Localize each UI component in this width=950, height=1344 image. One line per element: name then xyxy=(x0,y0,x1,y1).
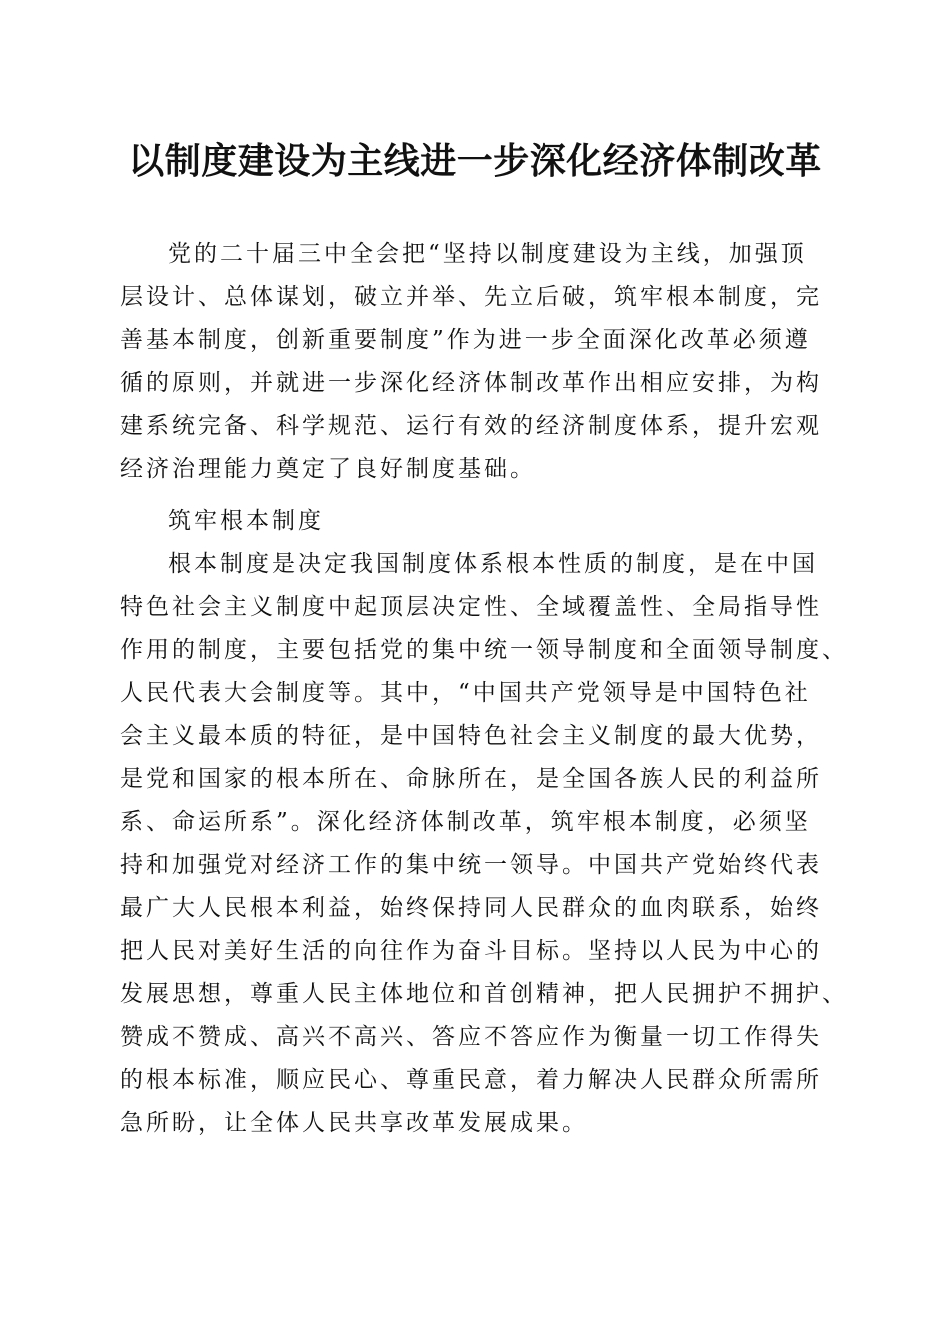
text-line: 循的原则，并就进一步深化经济体制改革作出相应安排，为构 xyxy=(120,370,822,396)
text-line: 发展思想，尊重人民主体地位和首创精神，把人民拥护不拥护、 xyxy=(120,981,848,1007)
text-line: 建系统完备、科学规范、运行有效的经济制度体系，提升宏观 xyxy=(120,413,822,439)
section-heading: 筑牢根本制度 xyxy=(168,508,324,534)
document-title: 以制度建设为主线进一步深化经济体制改革 xyxy=(128,140,822,182)
text-line: 最广大人民根本利益，始终保持同人民群众的血肉联系，始终 xyxy=(120,895,822,921)
text-line: 人民代表大会制度等。其中，“中国共产党领导是中国特色社 xyxy=(120,680,811,706)
text-line: 经济治理能力奠定了良好制度基础。 xyxy=(120,456,536,482)
text-line: 根本制度是决定我国制度体系根本性质的制度，是在中国 xyxy=(168,551,818,577)
text-line: 的根本标准，顺应民心、尊重民意，着力解决人民群众所需所 xyxy=(120,1067,822,1093)
text-line: 会主义最本质的特征，是中国特色社会主义制度的最大优势， xyxy=(120,723,822,749)
text-line: 赞成不赞成、高兴不高兴、答应不答应作为衡量一切工作得失 xyxy=(120,1024,822,1050)
text-line: 层设计、总体谋划，破立并举、先立后破，筑牢根本制度，完 xyxy=(120,284,822,310)
text-line: 善基本制度，创新重要制度”作为进一步全面深化改革必须遵 xyxy=(120,327,811,353)
text-line: 持和加强党对经济工作的集中统一领导。中国共产党始终代表 xyxy=(120,852,822,878)
text-line: 特色社会主义制度中起顶层决定性、全域覆盖性、全局指导性 xyxy=(120,594,822,620)
text-line: 党的二十届三中全会把“坚持以制度建设为主线，加强顶 xyxy=(168,241,807,267)
text-line: 系、命运所系”。深化经济体制改革，筑牢根本制度，必须坚 xyxy=(120,809,811,835)
text-line: 急所盼，让全体人民共享改革发展成果。 xyxy=(120,1110,588,1136)
text-line: 作用的制度，主要包括党的集中统一领导制度和全面领导制度、 xyxy=(120,637,848,663)
text-line: 把人民对美好生活的向往作为奋斗目标。坚持以人民为中心的 xyxy=(120,938,822,964)
text-line: 是党和国家的根本所在、命脉所在，是全国各族人民的利益所 xyxy=(120,766,822,792)
